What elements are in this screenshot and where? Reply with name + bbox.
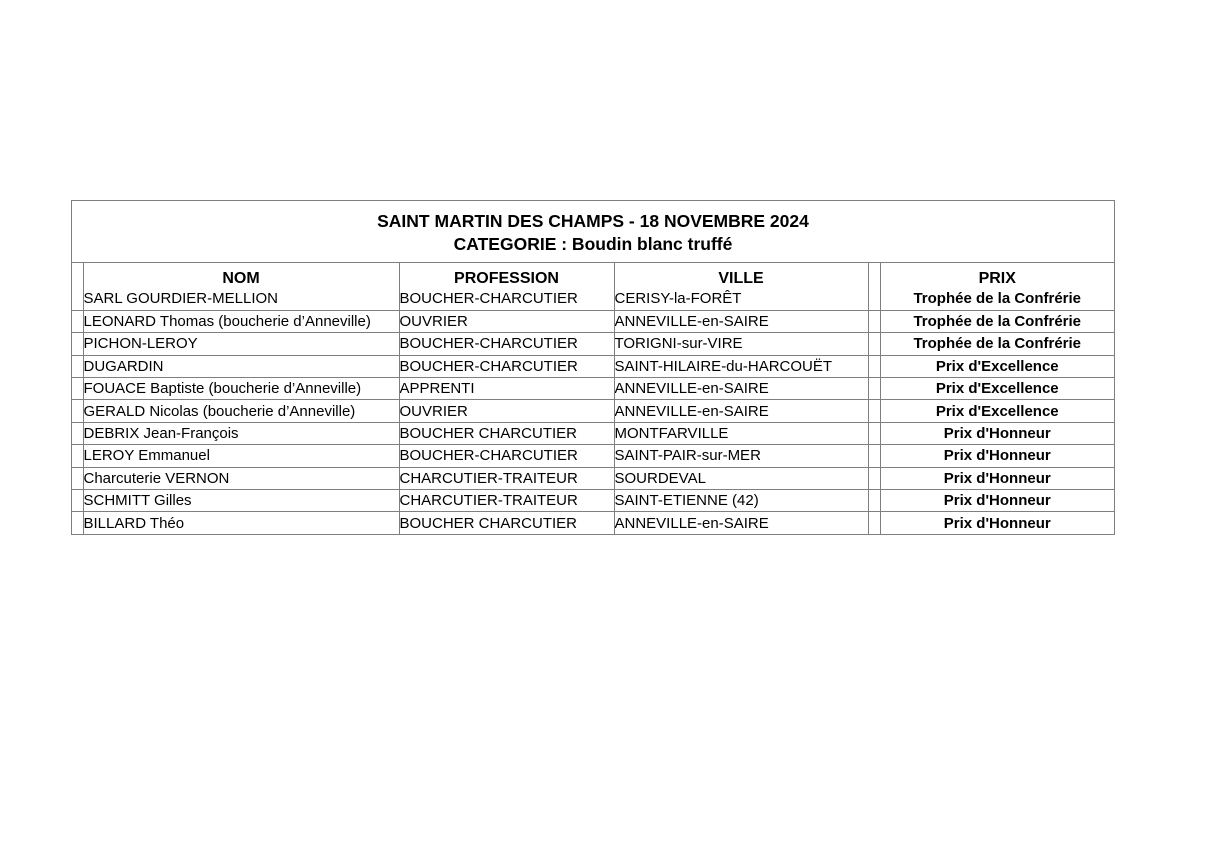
cell-nom: GERALD Nicolas (boucherie d’Anneville) [83,400,399,422]
column-header-nom: NOM [83,263,399,288]
spacer-cell [868,467,880,489]
column-header-prix: PRIX [978,270,1016,287]
cell-nom: Charcuterie VERNON [83,467,399,489]
spacer-cell [72,490,83,512]
cell-nom: DEBRIX Jean-François [83,422,399,444]
spacer-cell [72,378,83,400]
cell-nom: SARL GOURDIER-MELLION [83,288,399,310]
spacer-cell [72,400,83,422]
table-row [72,445,1114,467]
cell-ville: ANNEVILLE-en-SAIRE [614,378,868,400]
table-row [72,467,1114,489]
spacer-cell [868,490,880,512]
cell-prix: Prix d'Honneur [880,422,1114,444]
spacer-cell [868,512,880,534]
spacer-cell [72,310,83,332]
table-row [72,400,1114,422]
cell-prix: Prix d'Excellence [880,378,1114,400]
cell-profession: BOUCHER-CHARCUTIER [399,288,614,310]
spacer-cell [72,467,83,489]
cell-nom: BILLARD Théo [83,512,399,534]
cell-nom: LEONARD Thomas (boucherie d’Anneville) [83,310,399,332]
cell-ville: SAINT-HILAIRE-du-HARCOUËT [614,355,868,377]
spacer-cell [868,378,880,400]
spacer-cell [868,400,880,422]
cell-profession: BOUCHER-CHARCUTIER [399,445,614,467]
spacer-cell [72,333,83,355]
cell-nom: LEROY Emmanuel [83,445,399,467]
category-title: CATEGORIE : Boudin blanc truffé [453,233,733,254]
cell-profession: APPRENTI [399,378,614,400]
cell-profession: OUVRIER [399,400,614,422]
cell-profession: CHARCUTIER-TRAITEUR [399,467,614,489]
spacer-cell [72,355,83,377]
cell-profession: BOUCHER-CHARCUTIER [399,333,614,355]
cell-profession: BOUCHER-CHARCUTIER [399,355,614,377]
cell-ville: SAINT-ETIENNE (42) [614,490,868,512]
spacer-cell [868,445,880,467]
cell-ville: MONTFARVILLE [614,422,868,444]
table-row [72,378,1114,400]
cell-profession: OUVRIER [399,310,614,332]
cell-ville: ANNEVILLE-en-SAIRE [614,310,868,332]
cell-prix: Prix d'Honneur [943,514,1051,532]
cell-profession: BOUCHER CHARCUTIER [399,512,614,534]
cell-ville: SAINT-PAIR-sur-MER [614,445,868,467]
cell-prix: Prix d'Excellence [880,355,1114,377]
spacer-cell [72,512,83,534]
cell-prix: Trophée de la Confrérie [880,333,1114,355]
spacer-cell [72,263,83,288]
table-row [72,288,1114,310]
table-row [72,490,1114,512]
cell-ville: ANNEVILLE-en-SAIRE [614,512,868,534]
column-header-ville: VILLE [614,263,868,288]
cell-prix: Prix d'Honneur [880,467,1114,489]
column-header-profession: PROFESSION [399,263,614,288]
cell-profession: BOUCHER CHARCUTIER [399,422,614,444]
cell-ville: ANNEVILLE-en-SAIRE [614,400,868,422]
spacer-cell [868,310,880,332]
spacer-cell [72,445,83,467]
cell-ville: SOURDEVAL [614,467,868,489]
cell-nom: DUGARDIN [83,355,399,377]
table-row [72,422,1114,444]
table-row [72,512,1114,534]
cell-nom: FOUACE Baptiste (boucherie d’Anneville) [83,378,399,400]
results-table [72,263,1114,534]
cell-profession: CHARCUTIER-TRAITEUR [399,490,614,512]
cell-nom: PICHON-LEROY [83,333,399,355]
table-row [72,333,1114,355]
spacer-cell [868,355,880,377]
cell-ville: CERISY-la-FORÊT [614,288,868,310]
spacer-cell [868,288,880,310]
cell-nom: SCHMITT Gilles [83,490,399,512]
table-header-row [72,263,1114,288]
cell-prix: Prix d'Honneur [880,445,1114,467]
event-title: SAINT MARTIN DES CHAMPS - 18 NOVEMBRE 2024 [377,210,809,231]
cell-prix: Trophée de la Confrérie [880,310,1114,332]
cell-prix: Trophée de la Confrérie [880,288,1114,310]
title-block [72,201,1114,263]
cell-prix: Prix d'Honneur [880,490,1114,512]
spacer-cell [868,422,880,444]
spacer-cell [868,333,880,355]
table-row [72,310,1114,332]
table-row [72,355,1114,377]
spacer-cell [72,422,83,444]
spacer-cell [72,288,83,310]
cell-prix: Prix d'Excellence [880,400,1114,422]
spacer-cell [868,263,880,288]
results-sheet [71,200,1115,535]
cell-ville: TORIGNI-sur-VIRE [614,333,868,355]
